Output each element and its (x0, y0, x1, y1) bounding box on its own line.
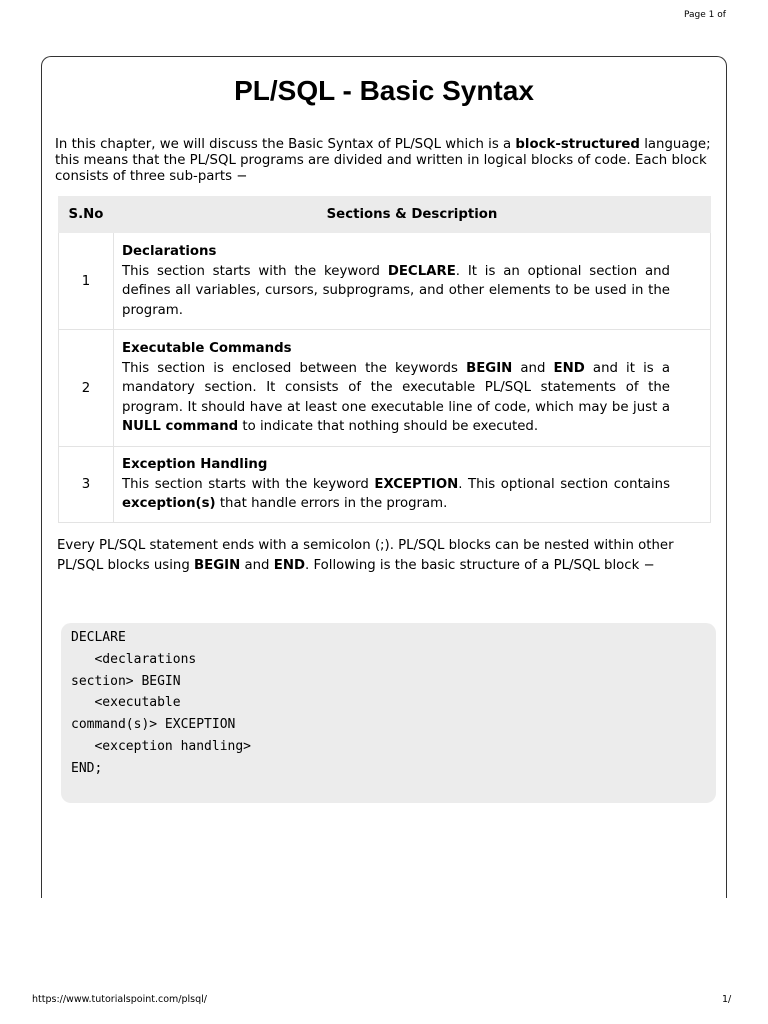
description-text: to indicate that nothing should be executed. (238, 419, 539, 435)
keyword-bold: BEGIN (194, 557, 241, 573)
structure-paragraph (57, 536, 687, 575)
paragraph-text: and (240, 557, 274, 573)
header-sno: S.No (59, 197, 114, 233)
row-description (114, 330, 711, 447)
code-line: command(s)> EXCEPTION (71, 717, 236, 733)
code-line: section> BEGIN (71, 673, 181, 689)
paragraph-text: . Following is the basic structure of a PL/SQL block − (304, 557, 655, 573)
code-line: <executable (71, 695, 181, 711)
row-number: 1 (59, 233, 114, 330)
keyword-bold: EXCEPTION (374, 476, 459, 492)
keyword-bold: NULL command (122, 419, 239, 435)
description-text: This section starts with the keyword (122, 476, 375, 492)
code-line: END; (71, 760, 103, 776)
page-number-header: Page 1 of (684, 10, 726, 20)
row-description (114, 447, 711, 523)
section-title: Exception Handling (122, 457, 268, 473)
intro-text-end: language; this means that the PL/SQL programs are divided and written in logical blocks of code. Each block consists of three sub-parts − (55, 137, 711, 184)
row-number: 2 (59, 330, 114, 447)
description-text: and (512, 360, 554, 376)
keyword-bold: END (273, 557, 305, 573)
footer-url: https://www.tutorialspoint.com/plsql/ (32, 994, 207, 1005)
row-number: 3 (59, 447, 114, 523)
table-row (59, 447, 711, 523)
description-text: . It is an optional section and defines all variables, cursors, subprograms, and other elements to be used in the program. (122, 263, 670, 318)
intro-paragraph (55, 137, 715, 185)
footer-page-number: 1/ (722, 994, 732, 1005)
intro-bold: block-structured (515, 137, 640, 152)
description-text: that handle errors in the program. (215, 496, 448, 512)
section-title: Executable Commands (122, 341, 292, 357)
paragraph-text: Every PL/SQL statement ends with a semicolon (;). PL/SQL blocks can be nested within other PL/SQL blocks using (57, 538, 674, 573)
row-description (114, 233, 711, 330)
code-line: <exception handling> (71, 738, 252, 754)
keyword-bold: exception(s) (122, 496, 216, 512)
keyword-bold: DECLARE (387, 263, 456, 279)
keyword-bold: BEGIN (466, 360, 513, 376)
page-title: PL/SQL - Basic Syntax (234, 75, 534, 106)
table-header-row (59, 197, 711, 233)
code-line: <declarations (71, 651, 197, 667)
table-row (59, 233, 711, 330)
code-block (61, 623, 716, 803)
intro-text: In this chapter, we will discuss the Basic Syntax of PL/SQL which is a (55, 137, 516, 152)
keyword-bold: END (553, 360, 585, 376)
section-title: Declarations (122, 244, 217, 259)
description-text: and it is a mandatory section. It consists of the executable PL/SQL statements of the program. It should have at least one executable line of code, which may be just a (122, 360, 670, 415)
description-text: This section is enclosed between the keywords (122, 360, 467, 376)
sections-table (58, 196, 711, 523)
header-description: Sections & Description (114, 197, 711, 233)
description-text: This section starts with the keyword (122, 263, 388, 279)
code-line: DECLARE (71, 630, 126, 645)
table-row (59, 330, 711, 447)
description-text: . This optional section contains (458, 476, 670, 492)
